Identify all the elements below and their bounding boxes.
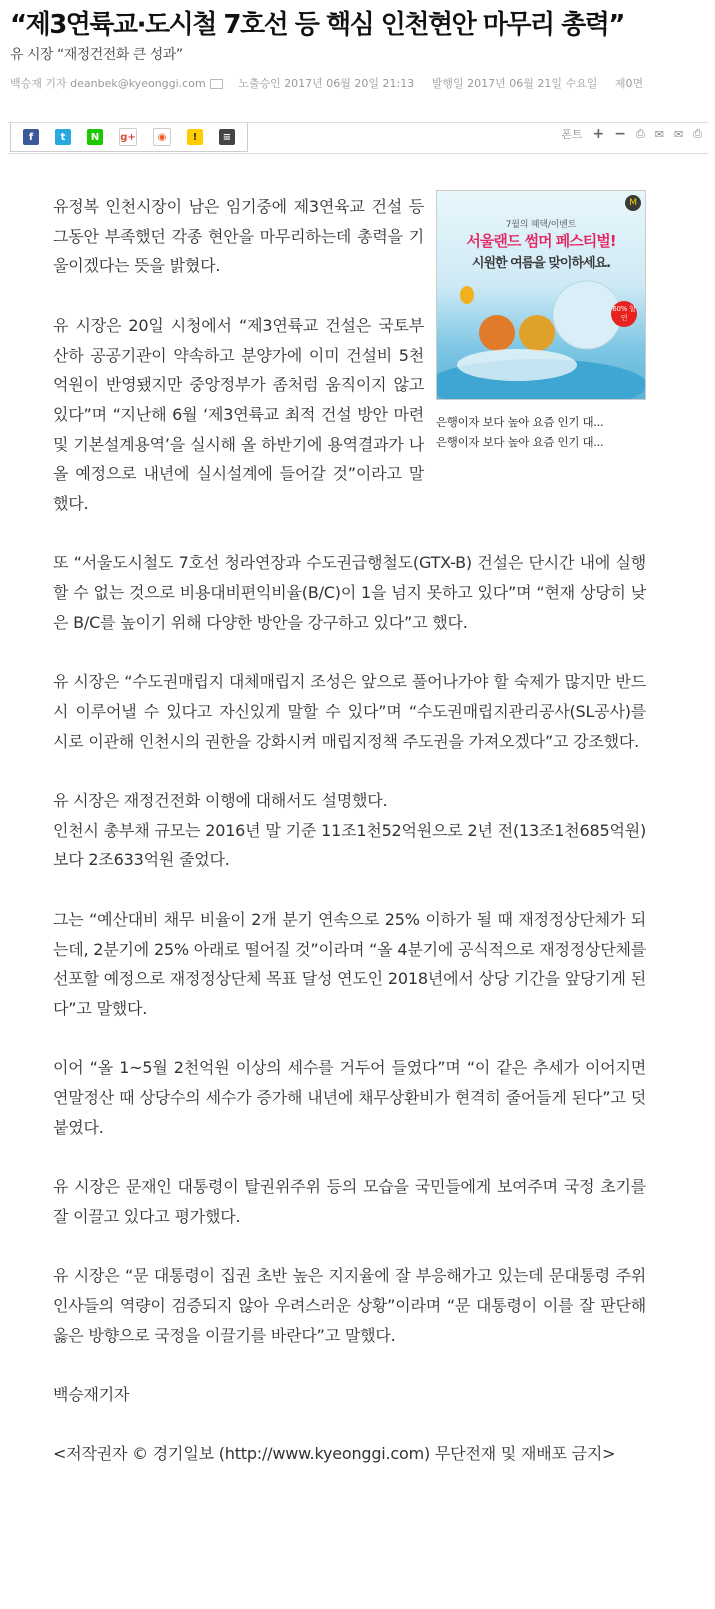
paragraph-5: 유 시장은 재정건전화 이행에 대해서도 설명했다. [53,791,388,810]
reporter-info[interactable]: 백승재 기자 deanbek@kyeonggi.com [10,77,206,90]
paragraph-4: 유 시장은 “수도권매립지 대체매립지 조성은 앞으로 풀어나가야 할 숙제가 많지만 반드시 이루어낼 수 있다고 자신있게 말할 수 있다”며 “수도권매립지관리공사(SL공사)를 시로 이관해 인천시의 권한을 강화시켜 매립지정책 주도권을 가져오겠다”고 강조했다. [53,672,646,751]
band-icon[interactable]: ! [187,129,203,145]
scrap-icon[interactable]: ⎙ [693,127,702,140]
ad-subheadline: 시원한 여름을 맞이하세요. [471,256,611,271]
font-tools [551,126,702,142]
font-label: 폰트 [561,128,583,141]
publish-date: 발행일 2017년 06월 21일 수요일 [431,77,598,90]
mail-icon[interactable] [210,79,223,89]
ad-illustration [437,275,645,399]
ad-box[interactable] [436,190,646,452]
article-body [53,192,646,1499]
ad-banner[interactable] [436,190,646,400]
share-bar [10,123,248,152]
line-icon[interactable]: ≡ [219,129,235,145]
facebook-icon[interactable]: f [23,129,39,145]
discount-badge: 60% 할인 [611,301,637,327]
ad-headline: 서울랜드 썸머 페스티벌! [466,232,616,250]
googleplus-icon[interactable]: g+ [119,128,137,146]
ad-small-text: 7월의 혜택/이벤트 [505,220,577,230]
article-toolbar [8,122,708,154]
email-icon[interactable]: ✉ [654,127,664,141]
twitter-icon[interactable]: t [55,129,71,145]
paragraph-8: 이어 “올 1~5월 2천억원 이상의 세수를 거두어 들였다”며 “이 같은 추세가 이어지면 연말정산 때 상당수의 세수가 증가해 내년에 채무상환비가 현격히 줄어들게 된다”고 덧붙였다. [53,1058,646,1137]
kakaostory-icon[interactable]: ◉ [153,128,171,146]
article-subtitle: 유 시장 “재정건전화 큰 성과” [10,47,183,63]
print-icon[interactable]: ⎙ [635,127,645,140]
paragraph-3: 또 “서울도시철도 7호선 청라연장과 수도권급행철도(GTX-B) 건설은 단시간 내에 실행할 수 없는 것으로 비용대비편익비율(B/C)이 1을 넘지 못하고 있다”며 “현재 상당히 낮은 B/C를 높이기 위해 다양한 방안을 강구하고 있다”고 했다. [53,553,646,632]
mail-send-icon[interactable]: ✉ [673,127,684,141]
paragraph-10: 유 시장은 “문 대통령이 집권 초반 높은 지지율에 잘 부응해가고 있는데 문대통령 주위 인사들의 역량이 검증되지 않아 우려스러운 상황”이라며 “문 대통령이 이를 잘 판단해 옳은 방향으로 국정을 이끌기를 바란다”고 말했다. [53,1266,646,1345]
font-increase-button[interactable]: + [592,126,605,142]
naver-icon[interactable]: N [87,129,103,145]
paragraph-6: 인천시 총부채 규모는 2016년 말 기준 11조1천52억원으로 2년 전(13조1천685억원)보다 2조633억원 줄었다. [53,820,646,870]
paragraph-1: 유정복 인천시장이 남은 임기중에 제3연육교 건설 등 그동안 부족했던 각종 현안을 마무리하는데 총력을 기울이겠다는 뜻을 밝혔다. [53,197,424,276]
paragraph-7: 그는 “예산대비 채무 비율이 2개 분기 연속으로 25% 이하가 될 때 재정정상단체가 되는데, 2분기에 25% 아래로 떨어질 것”이라며 “올 4분기에 공식적으로 재정정상단체를 선포할 예정으로 재정정상단체 목표 달성 연도인 2018년에서 상당 기간을 앞당기게 된다”고 말했다. [53,909,646,1018]
article-meta [10,75,657,91]
reporter-byline: 백승재기자 [53,1384,130,1404]
ad-caption-2[interactable]: 은행이자 보다 높아 요즘 인기 대... [436,435,604,449]
page-number: 제0면 [614,77,644,90]
ad-caption-1[interactable]: 은행이자 보다 높아 요즘 인기 대... [436,415,604,429]
article-title: “제3연륙교·도시철 7호선 등 핵심 인천현안 마무리 총력” [10,10,624,40]
exposure-date: 노출승인 2017년 06월 20일 21:13 [238,77,415,90]
paragraph-2: 유 시장은 20일 시청에서 “제3연륙교 건설은 국토부 산하 공공기관이 약속하고 분양가에 이미 건설비 5천억원이 반영됐지만 중앙정부가 좀처럼 움직이지 않고 있다”며 “지난해 6월 ‘제3연륙교 최적 건설 방안 마련 및 기본설계용역’을 실시해 올 하반기에 용역결과가 나올 예정으로 내년에 실시설계에 들어갈 것”이라고 말했다. [53,315,425,514]
font-decrease-button[interactable]: − [614,126,626,142]
copyright-notice: <저작권자 © 경기일보 (http://www.kyeonggi.com) 무단전재 및 재배포 금지> [53,1444,616,1464]
paragraph-9: 유 시장은 문재인 대통령이 탈권위주위 등의 모습을 국민들에게 보여주며 국정 초기를 잘 이끌고 있다고 평가했다. [53,1177,646,1226]
brand-logo-icon: M [625,195,641,211]
